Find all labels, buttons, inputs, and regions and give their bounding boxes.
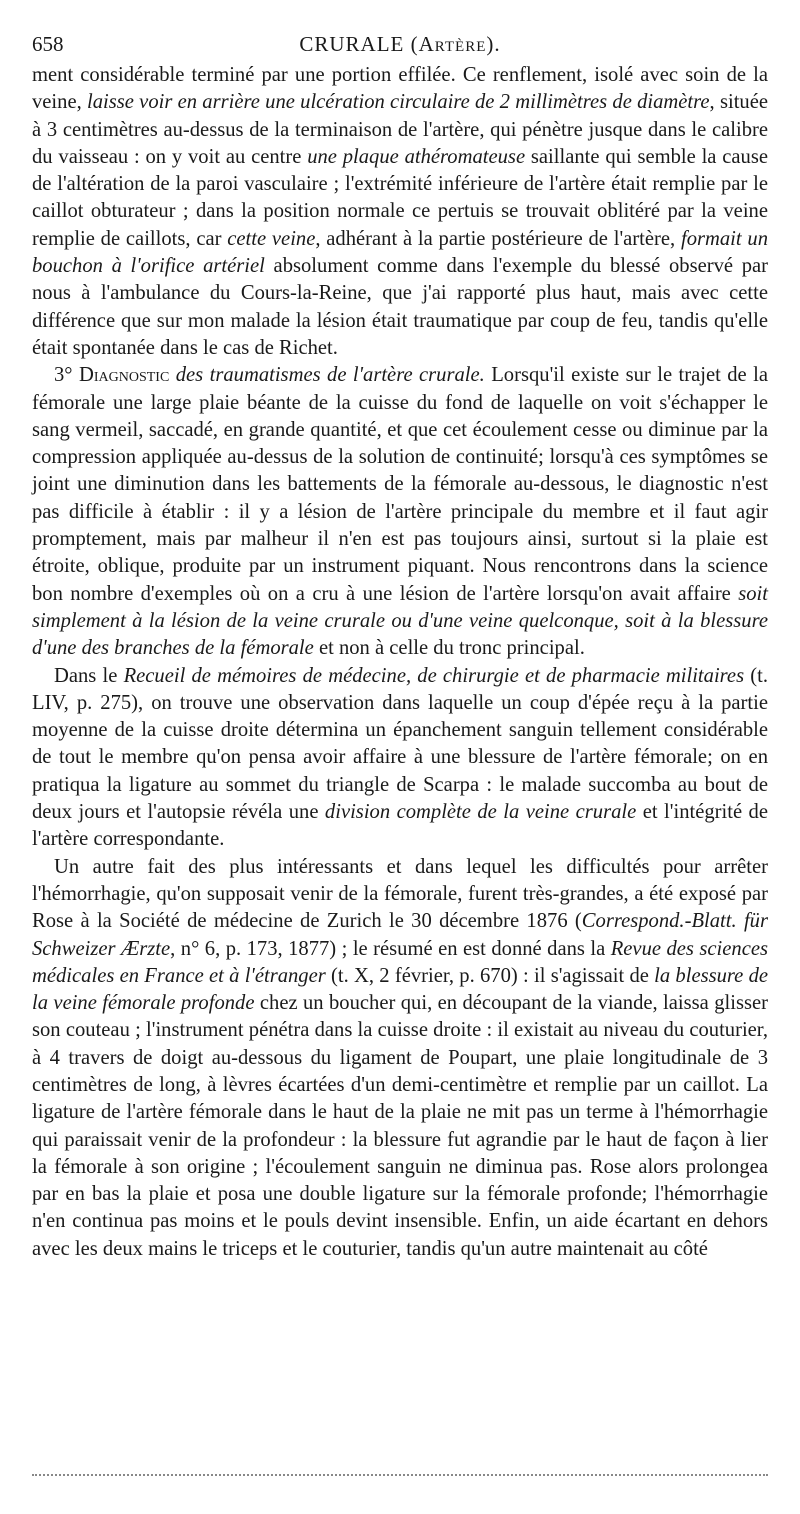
document-page	[32, 28, 768, 1263]
text-run: ment considérable terminé par une portion effilée. Ce renflement, isolé avec soin de la veine,	[32, 64, 768, 114]
paragraph	[32, 854, 768, 1263]
footer-dotted-rule	[32, 1474, 768, 1476]
text-run: et non à celle du tronc principal.	[313, 637, 585, 660]
text-run: , située à 3 centimètres au-dessus de la terminaison de l'artère, qui pénètre jusque dans le calibre du vaisseau : on y voit au centre	[32, 91, 768, 168]
text-run: chez un boucher qui, en découpant de la viande, laissa glisser son couteau ; l'instrument pénétra dans la cuisse droite : il existait au niveau du couturier, à 4 travers de doigt au-dessous du ligament de Poupart, une plaie longitudinale de 3 centimètres de long, à lèvres écartées d'un demi-centimètre et remplie par un caillot. La ligature de l'artère fémorale dans le haut de la plaie ne mit pas un terme à l'hémorrhagie qui paraissait venir de la profondeur : la blessure fut agrandie par le haut de façon à lier la fémorale à son origine ; l'écoulement sanguin ne diminua pas. Rose alors prolongea par en bas la plaie et posa une double ligature sur la fémorale profonde; l'hémorrhagie n'en continua pas moins et le pouls devint insensible. Enfin, un aide écartant en dehors avec les deux mains le triceps et le couturier, tandis qu'un autre maintenait au côté	[32, 992, 768, 1260]
text-run: Lorsqu'il existe sur le trajet de la fémorale une large plaie béante de la cuisse du fond de laquelle on voit s'échapper le sang vermeil, saccadé, en grande quantité, et que cet écoulement cesse ou diminue par la compression appliquée au-dessus de la solution de continuité; lorsqu'à ces symptômes se joint une diminution dans les battements de la fémorale au-dessous, le diagnostic n'est pas difficile à établir : il y a lésion de l'artère principale du membre et il faut agir promptement, mais par malheur il n'en est pas toujours ainsi, surtout si la plaie est étroite, oblique, produite par un instrument piquant. Nous rencontrons dans la science bon nombre d'exemples où on a cru à une lésion de l'artère lorsqu'on avait affaire	[32, 364, 768, 605]
italic-phrase: division complète de la veine crurale	[324, 801, 637, 824]
body-text	[32, 62, 768, 1263]
text-run: , adhérant à la partie postérieure de l'artère,	[315, 227, 681, 250]
italic-phrase: des traumatismes de l'artère crurale.	[175, 364, 485, 387]
running-head	[32, 32, 768, 57]
text-run: Un autre fait des plus intéressants et dans lequel les difficultés pour arrêter l'hémorrhagie, qu'on supposait venir de la fémorale, furent très-grandes, a été exposé par Rose à la Société de médecine de Zurich le 30 décembre 1876 (	[32, 855, 768, 933]
italic-phrase: Revue des sciences médicales en France et à l'étranger	[32, 937, 768, 987]
italic-phrase: la blessure de la veine fémorale profonde	[32, 964, 769, 1015]
italic-phrase: Recueil de mémoires de médecine, de chirurgie et de pharmacie militaires	[123, 664, 745, 687]
italic-phrase: Correspond.-Blatt. für Schweizer Ærzte	[32, 910, 768, 960]
small-caps-heading: Diagnostic	[78, 364, 170, 387]
text-run: absolument comme dans l'exemple du blessé observé par nous à l'ambulance du Cours-la-Reine, que j'ai rapporté plus haut, mais avec cette différence que sur mon malade la lésion était traumatique par coup de feu, tandis qu'elle était spontanée dans le cas de Richet.	[32, 255, 768, 359]
italic-phrase: soit simplement à la lésion de la veine crurale ou d'une veine quelconque, soit à la blessure d'une des branches de la fémorale	[32, 582, 768, 660]
italic-phrase: une plaque athéromateuse	[307, 145, 526, 168]
text-run: 3°	[54, 364, 79, 387]
text-run: , n° 6, p. 173, 1877) ; le résumé en est donné dans la	[170, 937, 611, 960]
text-run: saillante qui semble la cause de l'altération de la paroi vasculaire ; l'extrémité inférieure de l'artère était remplie par le caillot obturateur ; dans la position normale ce pertuis se trouvait oblitéré par la veine remplie de caillots, car	[32, 145, 768, 250]
italic-phrase: cette veine	[227, 227, 316, 250]
italic-phrase: formait un bouchon à l'orifice artériel	[32, 227, 768, 278]
text-run: (t. X, 2 février, p. 670) : il s'agissait de	[325, 964, 655, 987]
paragraph	[32, 62, 768, 362]
running-title: CRURALE	[299, 32, 405, 56]
text-run: et l'intégrité de l'artère correspondante.	[32, 801, 768, 851]
italic-phrase: laisse voir en arrière une ulcération circulaire de 2 millimètres de diamètre	[87, 91, 710, 114]
page-header	[32, 28, 768, 62]
text-run: (t. LIV, p. 275), on trouve une observation dans laquelle un coup d'épée reçu à la partie moyenne de la cuisse droite détermina un épanchement sanguin tellement considérable de tout le membre qu'on pensa avoir affaire à une blessure de l'artère fémorale; on en pratiqua la ligature au sommet du triangle de Scarpa : le malade succomba au bout de deux jours et l'autopsie révéla une	[32, 664, 769, 824]
page-number: 658	[32, 32, 64, 56]
paragraph	[32, 663, 768, 854]
running-subtitle: (Artère).	[410, 32, 501, 56]
paragraph	[32, 362, 768, 662]
text-run: Dans le	[54, 664, 124, 687]
